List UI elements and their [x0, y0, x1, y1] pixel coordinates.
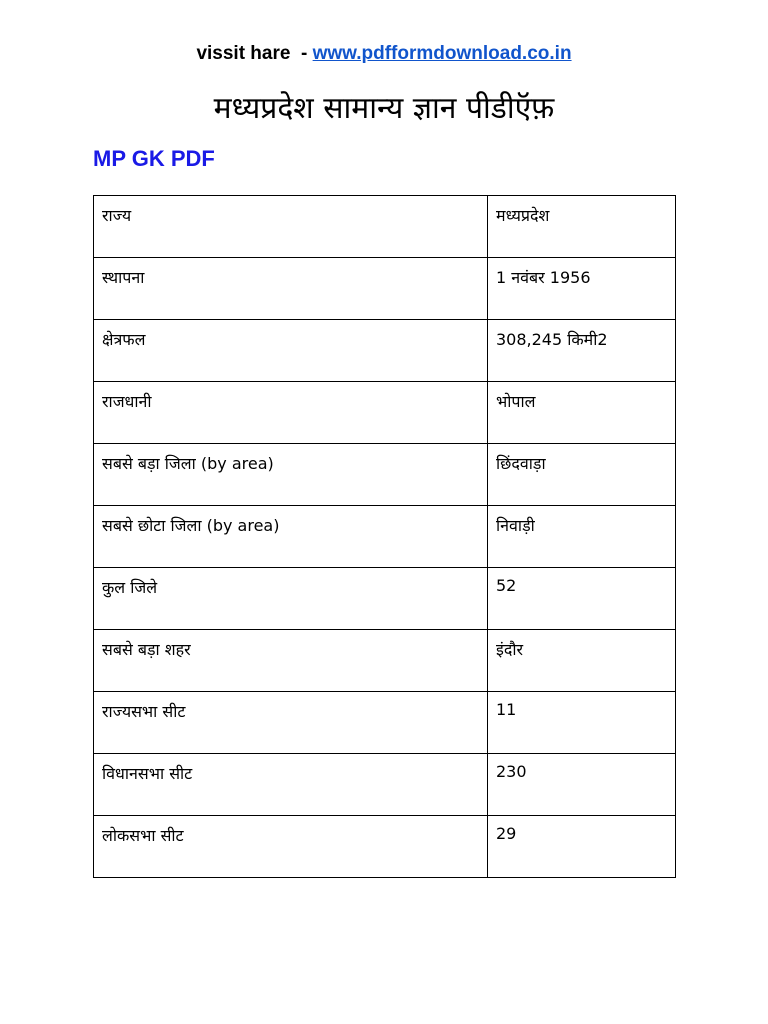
website-link[interactable]: www.pdfformdownload.co.in [312, 43, 572, 64]
table-cell-key: राजधानी [94, 382, 488, 444]
table-cell-key: सबसे बड़ा शहर [94, 630, 488, 692]
table-row [94, 258, 676, 320]
table-cell-key: स्थापना [94, 258, 488, 320]
header-prefix: vissit hare - [196, 43, 313, 64]
table-row [94, 196, 676, 258]
info-table-body [94, 196, 676, 878]
table-cell-value: निवाड़ी [488, 506, 676, 568]
page-title: मध्यप्रदेश सामान्य ज्ञान पीडीऍफ़ [213, 91, 555, 126]
table-cell-value: छिंदवाड़ा [488, 444, 676, 506]
table-cell-value: 308,245 किमी2 [488, 320, 676, 382]
table-cell-value: भोपाल [488, 382, 676, 444]
table-cell-value: इंदौर [488, 630, 676, 692]
header-line [0, 43, 768, 65]
table-cell-key: लोकसभा सीट [94, 816, 488, 878]
table-cell-value: मध्यप्रदेश [488, 196, 676, 258]
table-row [94, 630, 676, 692]
table-row [94, 754, 676, 816]
table-row [94, 816, 676, 878]
table-row [94, 568, 676, 630]
table-cell-key: कुल जिले [94, 568, 488, 630]
table-cell-value: 230 [488, 754, 676, 816]
table-cell-value: 11 [488, 692, 676, 754]
info-table [93, 195, 676, 878]
table-cell-value: 1 नवंबर 1956 [488, 258, 676, 320]
table-cell-value: 29 [488, 816, 676, 878]
table-cell-key: सबसे छोटा जिला (by area) [94, 506, 488, 568]
table-cell-key: राज्यसभा सीट [94, 692, 488, 754]
table-row [94, 320, 676, 382]
table-cell-key: क्षेत्रफल [94, 320, 488, 382]
table-row [94, 382, 676, 444]
table-row [94, 444, 676, 506]
table-row [94, 506, 676, 568]
section-heading: MP GK PDF [93, 146, 215, 171]
table-cell-key: राज्य [94, 196, 488, 258]
table-row [94, 692, 676, 754]
table-cell-key: विधानसभा सीट [94, 754, 488, 816]
table-cell-key: सबसे बड़ा जिला (by area) [94, 444, 488, 506]
table-cell-value: 52 [488, 568, 676, 630]
